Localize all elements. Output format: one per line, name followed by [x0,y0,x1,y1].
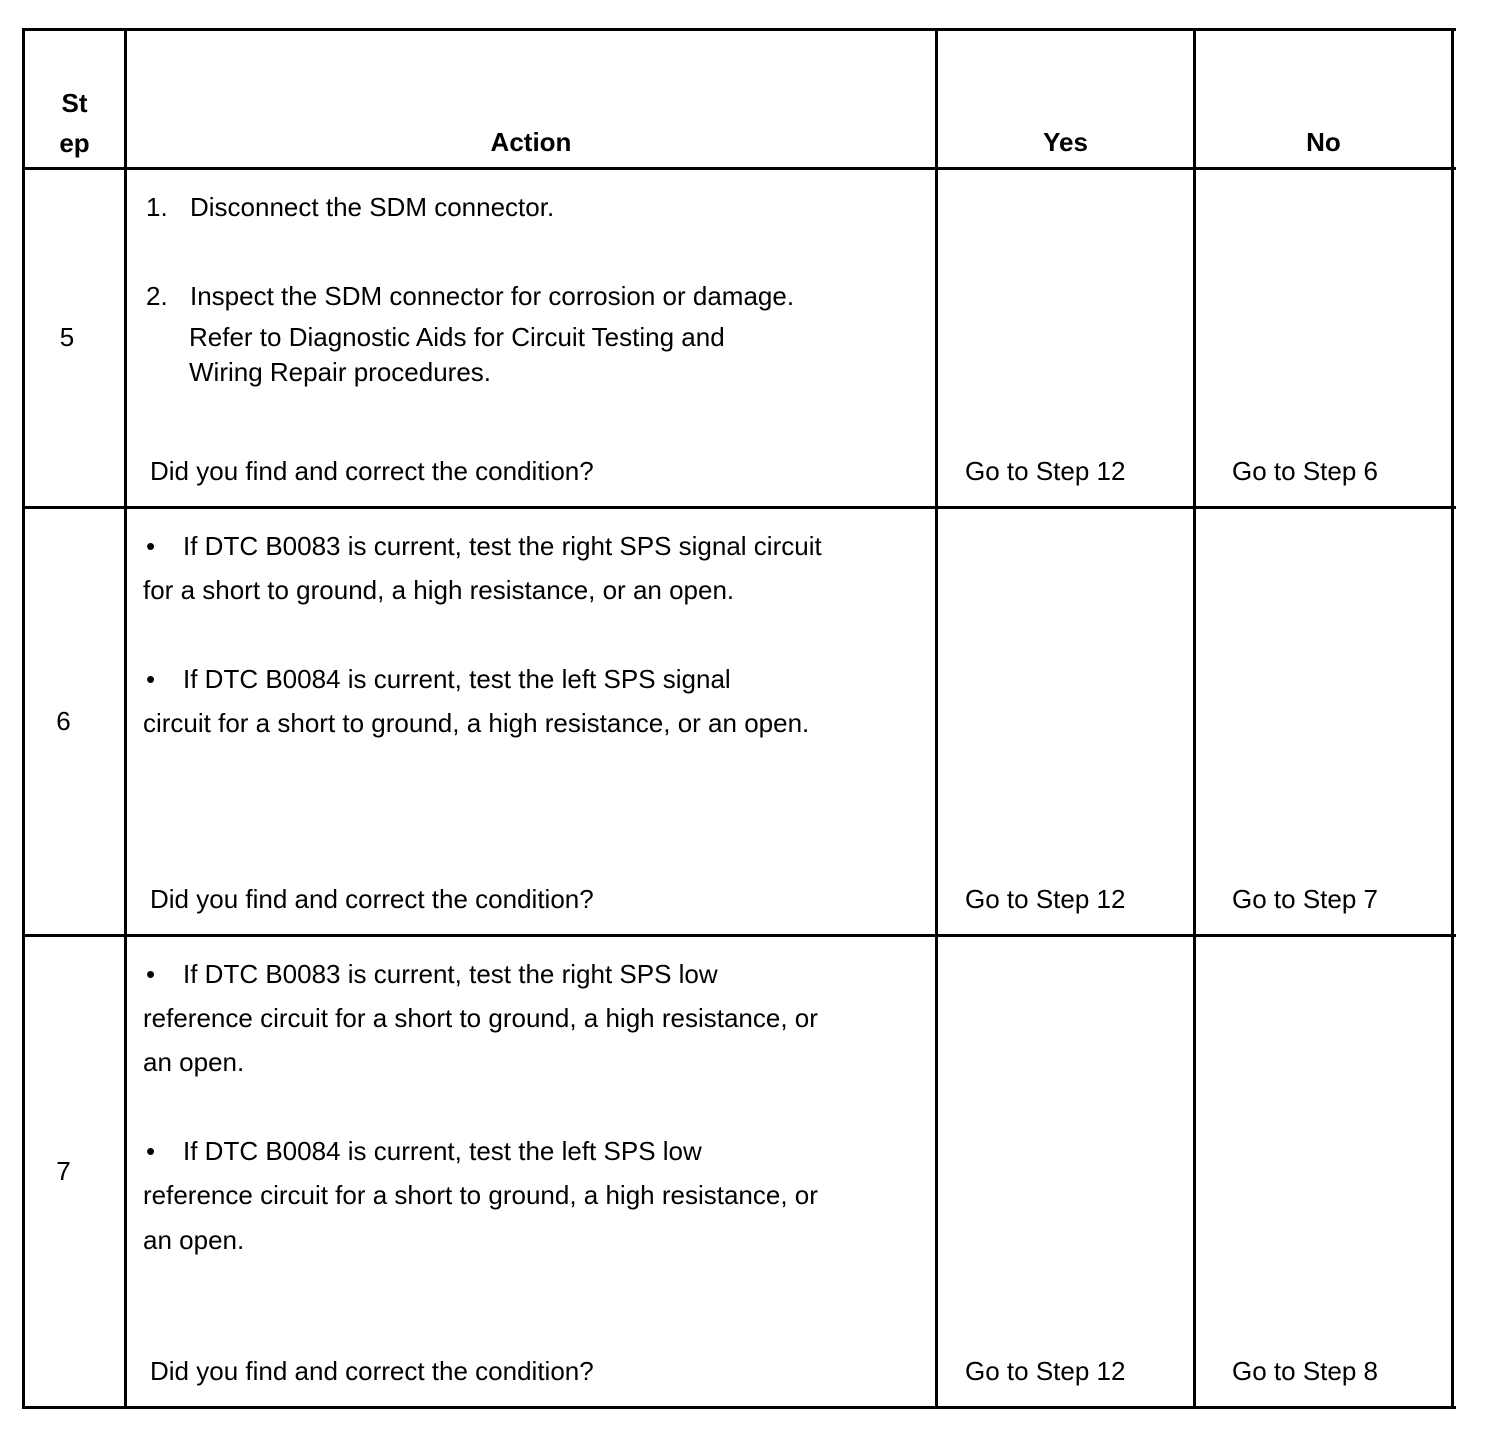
step-number: 5 [59,322,75,352]
action-text: Wiring Repair procedures. [189,357,492,387]
action-text: reference circuit for a short to ground, a high resistance, or [143,1180,818,1210]
action-text: for a short to ground, a high resistance, or an open. [143,575,735,605]
no-result: Go to Step 8 [1232,1356,1378,1386]
column-divider [1193,28,1196,1409]
header-divider [22,167,1456,170]
header-step-line1: St [61,88,88,118]
action-text: circuit for a short to ground, a high resistance, or an open. [143,708,810,738]
no-result: Go to Step 7 [1232,884,1378,914]
yes-result: Go to Step 12 [965,1356,1126,1386]
question-text: Did you find and correct the condition? [150,456,594,486]
bullet: • [146,531,156,561]
question-text: Did you find and correct the condition? [150,1356,594,1386]
header-step-line2: ep [59,128,90,158]
action-text: If DTC B0084 is current, test the left SPS signal [183,664,731,694]
header-yes: Yes [1043,127,1088,157]
header-action: Action [490,127,572,157]
step-number: 7 [56,1156,71,1186]
question-text: Did you find and correct the condition? [150,884,594,914]
table-border-bottom [22,1406,1456,1409]
column-divider [124,28,127,1409]
list-item-number: 1. [146,192,168,222]
row-divider [22,506,1456,509]
table-border-top [22,28,1456,31]
yes-result: Go to Step 12 [965,456,1126,486]
row-divider [22,934,1456,937]
column-divider [935,28,938,1409]
header-step [25,88,124,158]
table-border-right [1451,28,1454,1409]
action-text: If DTC B0084 is current, test the left SPS low [183,1136,702,1166]
action-text: an open. [143,1225,245,1255]
action-text: Disconnect the SDM connector. [190,192,555,222]
yes-result: Go to Step 12 [965,884,1126,914]
no-result: Go to Step 6 [1232,456,1378,486]
action-text: Refer to Diagnostic Aids for Circuit Testing and [189,322,725,352]
step-number: 6 [56,706,71,736]
action-text: If DTC B0083 is current, test the right SPS low [183,959,718,989]
action-text: Inspect the SDM connector for corrosion or damage. [190,281,795,311]
action-text: If DTC B0083 is current, test the right SPS signal circuit [183,531,822,561]
list-item-number: 2. [146,281,168,311]
bullet: • [146,959,156,989]
action-text: reference circuit for a short to ground, a high resistance, or [143,1003,818,1033]
bullet: • [146,1136,156,1166]
action-text: an open. [143,1047,245,1077]
header-no: No [1306,127,1341,157]
bullet: • [146,664,156,694]
